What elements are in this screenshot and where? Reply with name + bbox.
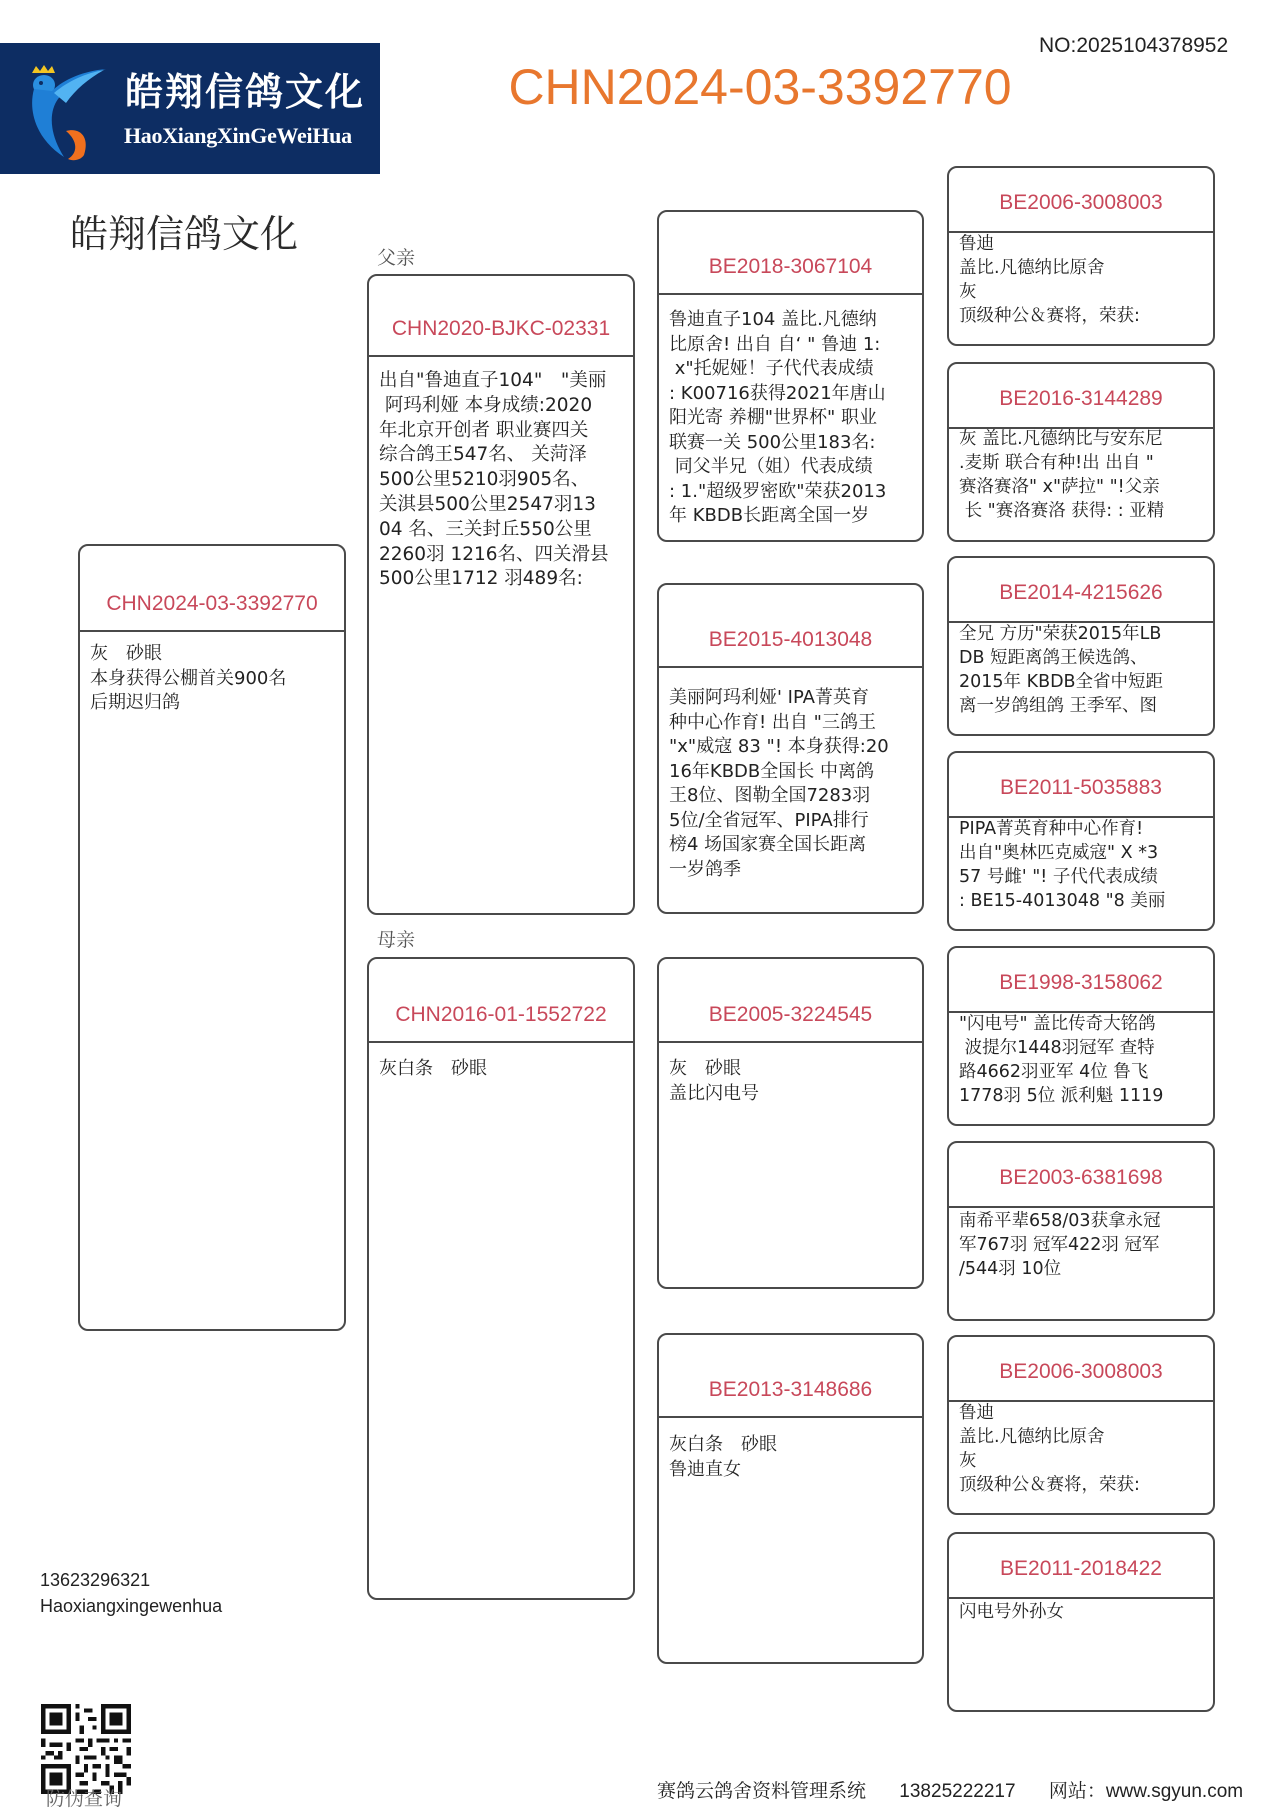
ring-number: CHN2020-BJKC-02331	[391, 317, 611, 340]
card-description: 鲁迪 盖比.凡德纳比原舍 灰 顶级种公＆赛将，荣获:	[959, 1403, 1140, 1495]
footer-website[interactable]: 网站：www.sgyun.com	[1048, 1781, 1244, 1802]
grandparent-card-header	[659, 959, 922, 1043]
ring-number: BE1998-3158062	[999, 971, 1163, 994]
footer-phone: 13825222217	[899, 1781, 1016, 1802]
great-grandparent-card[interactable]	[947, 1141, 1215, 1321]
great-grandparent-card-header	[949, 753, 1213, 818]
card-description: 全兄 方历"荣获2015年LB DB 短距离鸽王候选鸽、 2015年 KBDB全省中短距 离一岁鸽组鸽 王季军、图	[959, 624, 1164, 716]
card-description: 南希平辈658/03获拿永冠 军767羽 冠军422羽 冠军 /544羽 10位	[959, 1211, 1161, 1279]
father-card-header	[369, 276, 633, 357]
great-grandparent-card[interactable]	[947, 1335, 1215, 1515]
grandparent-card[interactable]	[657, 1333, 924, 1664]
father-label: 父亲	[377, 247, 416, 269]
great-grandparent-card[interactable]	[947, 556, 1215, 736]
grandparent-card-header	[659, 1335, 922, 1418]
card-description: 鲁迪直子104 盖比.凡德纳 比原舍! 出自 自‘ " 鲁迪 1: x"托妮娅！子代代表成绩 : K00716获得2021年唐山 阳光寄 养棚"世界杯" 职业 联赛一关 500公里183名: 同父半兄（姐）代表成绩 : 1."超级罗密欧"荣获2013 年 KBDB长距离全国一岁	[669, 309, 887, 526]
card-description: 灰 砂眼 盖比闪电号	[669, 1058, 759, 1104]
ring-number: BE2018-3067104	[708, 255, 873, 278]
great-grandparent-card-header	[949, 168, 1213, 233]
card-description: 灰 砂眼 本身获得公棚首关900名 后期迟归鸽	[90, 643, 287, 713]
great-grandparent-card[interactable]	[947, 166, 1215, 346]
contact-name: Haoxiangxingewenhua	[40, 1596, 223, 1616]
ring-number: BE2014-4215626	[999, 581, 1163, 604]
great-grandparent-card-header	[949, 1337, 1213, 1402]
great-grandparent-card-header	[949, 1534, 1213, 1599]
logo-banner	[0, 43, 380, 174]
card-description: 鲁迪 盖比.凡德纳比原舍 灰 顶级种公＆赛将，荣获:	[959, 234, 1140, 326]
mother-card-header	[369, 959, 633, 1043]
footer	[657, 1776, 1243, 1803]
subject-card[interactable]	[78, 544, 346, 1331]
card-description: PIPA菁英育种中心作育! 出自"奥林匹克威寇" X *3 57 号雌' "! 子代代表成绩 : BE15-4013048 "8 美丽	[959, 819, 1166, 911]
anti-counterfeit-label: 防伪查询	[46, 1788, 123, 1810]
ring-number: BE2006-3008003	[999, 191, 1163, 214]
ring-number: BE2013-3148686	[708, 1378, 873, 1401]
father-card[interactable]	[367, 274, 635, 915]
great-grandparent-card[interactable]	[947, 751, 1215, 931]
mother-card[interactable]	[367, 957, 635, 1600]
ring-number: BE2011-2018422	[1000, 1557, 1162, 1580]
grandparent-card[interactable]	[657, 957, 924, 1289]
ring-number: BE2003-6381698	[999, 1166, 1163, 1189]
great-grandparent-card-header	[949, 558, 1213, 623]
ring-number: BE2006-3008003	[999, 1360, 1163, 1383]
mother-label: 母亲	[377, 929, 416, 951]
card-description: 美丽阿玛利娅' IPA菁英育 种中心作育! 出自 "三鸽王 "x"威寇 83 "! 本身获得:20 16年KBDB全国长 中离鸽 王8位、图勒全国7283羽 5位/全省冠军、PIPA排行 榜4 场国家赛全国长距离 一岁鸽季	[669, 687, 889, 880]
great-grandparent-card[interactable]	[947, 946, 1215, 1126]
ring-number: BE2016-3144289	[999, 387, 1163, 410]
ring-number: BE2011-5035883	[1000, 776, 1162, 799]
great-grandparent-card[interactable]	[947, 1532, 1215, 1712]
ring-number: CHN2016-01-1552722	[395, 1003, 607, 1026]
main-ring-number: CHN2024-03-3392770	[508, 59, 1012, 115]
grandparent-card-header	[659, 212, 922, 295]
brand-name: 皓翔信鸽文化	[70, 212, 299, 256]
ring-number: BE2005-3224545	[708, 1003, 873, 1026]
footer-system-name: 赛鸽云鸽舍资料管理系统	[657, 1781, 867, 1802]
card-description: "闪电号" 盖比传奇大铭鸽 波提尔1448羽冠军 查特 路4662羽亚军 4位 鲁飞 1778羽 5位 派利魁 1119	[959, 1014, 1164, 1106]
great-grandparent-card-header	[949, 1143, 1213, 1208]
ring-number: CHN2024-03-3392770	[106, 592, 318, 615]
card-description: 灰白条 砂眼	[379, 1058, 487, 1079]
great-grandparent-card-header	[949, 948, 1213, 1013]
logo-chinese-text: 皓翔信鸽文化	[125, 70, 366, 114]
card-description: 闪电号外孙女	[959, 1602, 1064, 1622]
grandparent-card[interactable]	[657, 210, 924, 542]
card-description: 出自"鲁迪直子104" "美丽 阿玛利娅 本身成绩:2020 年北京开创者 职业赛四关 综合鸽王547名、 关菏泽 500公里5210羽905名、 关淇县500公里2547羽13 04 名、三关封丘550公里 2260羽 1216名、四关滑县 500公里1712 羽489名:	[379, 370, 609, 590]
pigeon-logo-icon	[18, 61, 108, 161]
great-grandparent-card[interactable]	[947, 362, 1215, 542]
card-description: 灰白条 砂眼 鲁迪直女	[669, 1434, 777, 1480]
card-description: 灰 盖比.凡德纳比与安东尼 .麦斯 联合有种!出 出自 " 赛洛赛洛" x"萨拉" "!父亲 长 "赛洛赛洛 获得: : 亚精	[959, 429, 1165, 521]
great-grandparent-card-header	[949, 364, 1213, 429]
logo-english-text: HaoXiangXinGeWeiHua	[124, 123, 352, 148]
grandparent-card-header	[659, 585, 922, 668]
qr-code-icon[interactable]	[41, 1704, 131, 1794]
subject-card-header	[80, 546, 344, 632]
document-number: NO:2025104378952	[1039, 34, 1229, 57]
ring-number: BE2015-4013048	[708, 628, 873, 651]
grandparent-card[interactable]	[657, 583, 924, 914]
contact-phone: 13623296321	[40, 1570, 151, 1590]
